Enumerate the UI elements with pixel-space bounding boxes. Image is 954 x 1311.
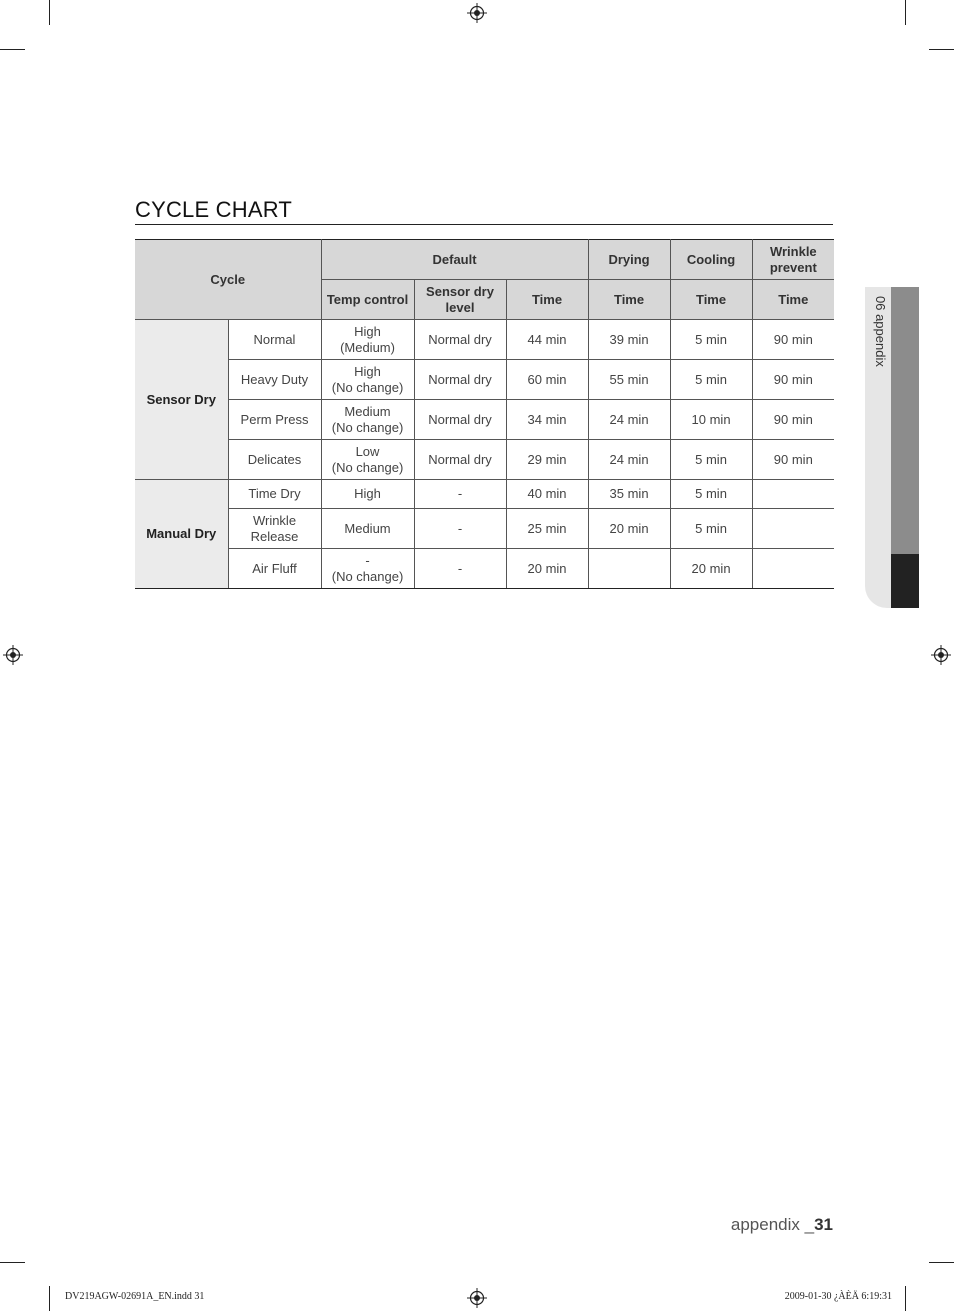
header-time: Time bbox=[752, 280, 834, 320]
cell-wrinkle-time: 90 min bbox=[752, 320, 834, 360]
cell-cycle: Delicates bbox=[228, 440, 321, 480]
header-cycle: Cycle bbox=[135, 240, 321, 320]
cell-cooling-time: 5 min bbox=[670, 320, 752, 360]
cell-wrinkle-time bbox=[752, 480, 834, 509]
cell-drying-time bbox=[588, 549, 670, 589]
header-drying: Drying bbox=[588, 240, 670, 280]
cell-cooling-time: 10 min bbox=[670, 400, 752, 440]
cell-wrinkle-time bbox=[752, 549, 834, 589]
table-row bbox=[135, 320, 834, 360]
footer-section: appendix _ bbox=[730, 1215, 815, 1234]
registration-mark-icon bbox=[467, 3, 487, 23]
cell-sensor-dry-level: Normal dry bbox=[414, 400, 506, 440]
cell-sensor-dry-level: Normal dry bbox=[414, 320, 506, 360]
cell-temp-control: Medium (No change) bbox=[321, 400, 414, 440]
table-row bbox=[135, 509, 834, 549]
crop-mark bbox=[929, 1262, 954, 1263]
cell-cycle: Time Dry bbox=[228, 480, 321, 509]
header-cooling: Cooling bbox=[670, 240, 752, 280]
header-time: Time bbox=[506, 280, 588, 320]
page-number: 31 bbox=[814, 1215, 833, 1234]
cell-time: 29 min bbox=[506, 440, 588, 480]
table-row bbox=[135, 360, 834, 400]
cell-wrinkle-time bbox=[752, 509, 834, 549]
cell-drying-time: 24 min bbox=[588, 400, 670, 440]
cell-cooling-time: 5 min bbox=[670, 480, 752, 509]
cell-temp-control: High (Medium) bbox=[321, 320, 414, 360]
crop-mark bbox=[905, 1286, 906, 1311]
cell-time: 44 min bbox=[506, 320, 588, 360]
page-footer bbox=[731, 1215, 833, 1235]
registration-mark-icon bbox=[931, 645, 951, 665]
cell-sensor-dry-level: Normal dry bbox=[414, 360, 506, 400]
table-row bbox=[135, 549, 834, 589]
crop-mark bbox=[49, 1286, 50, 1311]
group-sensor-dry: Sensor Dry bbox=[135, 320, 228, 480]
slug-file-info: DV219AGW-02691A_EN.indd 31 bbox=[65, 1291, 205, 1302]
cell-drying-time: 55 min bbox=[588, 360, 670, 400]
cell-time: 20 min bbox=[506, 549, 588, 589]
cell-drying-time: 20 min bbox=[588, 509, 670, 549]
cell-drying-time: 24 min bbox=[588, 440, 670, 480]
cell-wrinkle-time: 90 min bbox=[752, 400, 834, 440]
cell-cooling-time: 20 min bbox=[670, 549, 752, 589]
header-time: Time bbox=[588, 280, 670, 320]
header-default: Default bbox=[321, 240, 588, 280]
crop-mark bbox=[905, 0, 906, 25]
cell-sensor-dry-level: - bbox=[414, 509, 506, 549]
cell-cycle: Air Fluff bbox=[228, 549, 321, 589]
cell-time: 25 min bbox=[506, 509, 588, 549]
header-time: Time bbox=[670, 280, 752, 320]
cell-cooling-time: 5 min bbox=[670, 360, 752, 400]
cell-cooling-time: 5 min bbox=[670, 440, 752, 480]
cell-sensor-dry-level: Normal dry bbox=[414, 440, 506, 480]
table-row bbox=[135, 400, 834, 440]
cell-cycle: Wrinkle Release bbox=[228, 509, 321, 549]
cell-cooling-time: 5 min bbox=[670, 509, 752, 549]
crop-mark bbox=[0, 1262, 25, 1263]
crop-mark bbox=[0, 49, 25, 50]
header-temp-control: Temp control bbox=[321, 280, 414, 320]
cell-drying-time: 39 min bbox=[588, 320, 670, 360]
title-divider bbox=[135, 224, 833, 225]
table-row bbox=[135, 440, 834, 480]
cell-temp-control: High bbox=[321, 480, 414, 509]
cell-temp-control: High (No change) bbox=[321, 360, 414, 400]
registration-mark-icon bbox=[467, 1288, 487, 1308]
cell-temp-control: - (No change) bbox=[321, 549, 414, 589]
cell-temp-control: Low (No change) bbox=[321, 440, 414, 480]
cell-time: 60 min bbox=[506, 360, 588, 400]
registration-mark-icon bbox=[3, 645, 23, 665]
cell-temp-control: Medium bbox=[321, 509, 414, 549]
cell-time: 40 min bbox=[506, 480, 588, 509]
cycle-chart-table bbox=[135, 239, 834, 589]
table-row bbox=[135, 480, 834, 509]
cell-wrinkle-time: 90 min bbox=[752, 440, 834, 480]
crop-mark bbox=[929, 49, 954, 50]
section-tab-label: 06 appendix bbox=[873, 296, 888, 367]
cell-cycle: Heavy Duty bbox=[228, 360, 321, 400]
header-wrinkle-prevent: Wrinkle prevent bbox=[752, 240, 834, 280]
header-sensor-dry-level: Sensor dry level bbox=[414, 280, 506, 320]
cell-cycle: Normal bbox=[228, 320, 321, 360]
cell-sensor-dry-level: - bbox=[414, 549, 506, 589]
group-manual-dry: Manual Dry bbox=[135, 480, 228, 589]
slug-timestamp: 2009-01-30 ¿ÀÈÄ 6:19:31 bbox=[784, 1291, 892, 1302]
page-title: CYCLE CHART bbox=[135, 197, 293, 222]
cell-sensor-dry-level: - bbox=[414, 480, 506, 509]
cell-time: 34 min bbox=[506, 400, 588, 440]
crop-mark bbox=[49, 0, 50, 25]
cell-wrinkle-time: 90 min bbox=[752, 360, 834, 400]
cell-drying-time: 35 min bbox=[588, 480, 670, 509]
cell-cycle: Perm Press bbox=[228, 400, 321, 440]
